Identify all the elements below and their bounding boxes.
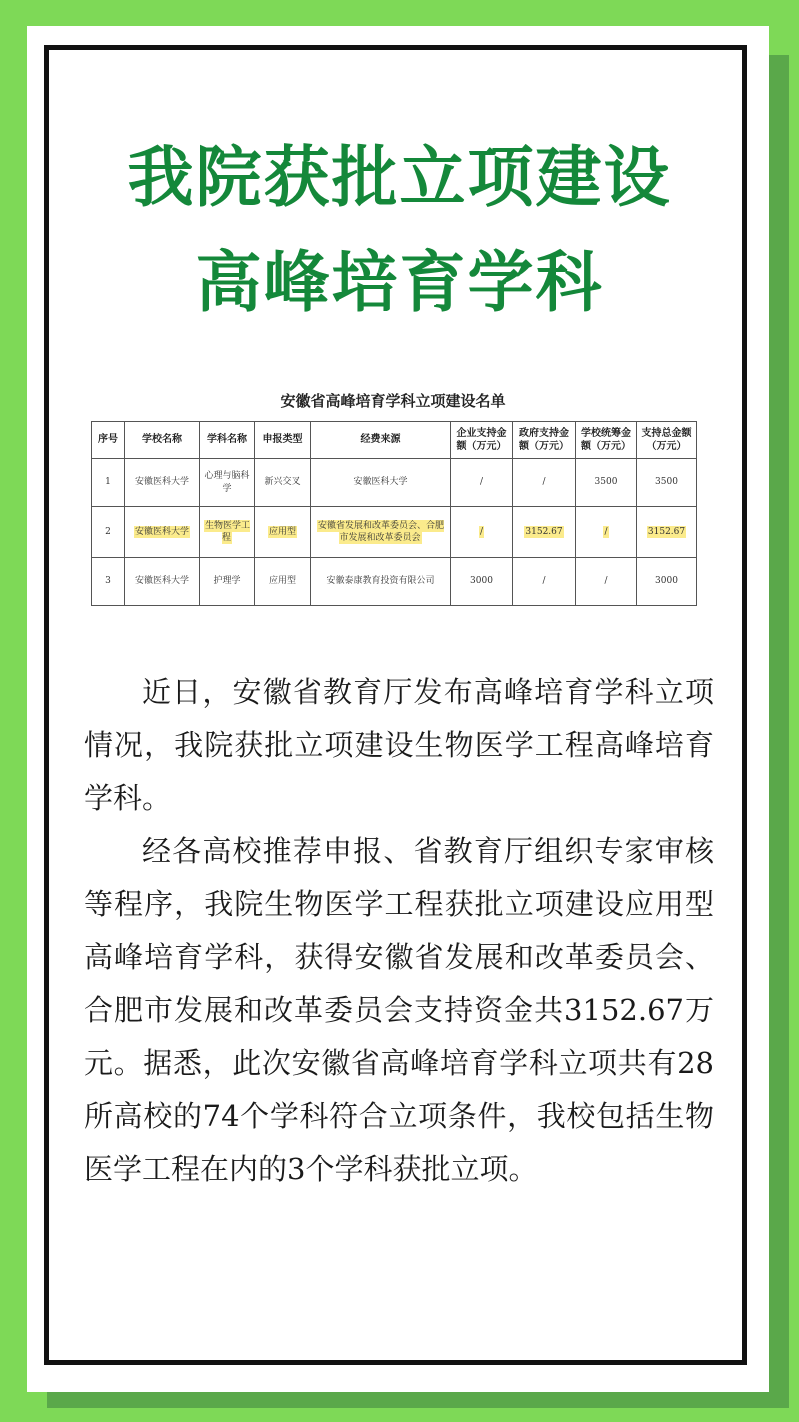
table-cell: /	[513, 459, 576, 507]
table-cell: 应用型	[255, 558, 311, 606]
highlighted-text: 安徽省发展和改革委员会、合肥市发展和改革委员会	[317, 520, 444, 543]
header-cell: 学校统筹金额（万元）	[576, 422, 637, 459]
header-cell: 政府支持金额（万元）	[513, 422, 576, 459]
table-cell-highlighted	[311, 507, 451, 558]
table-cell: 心理与脑科学	[200, 459, 255, 507]
article-paragraph: 近日，安徽省教育厅发布高峰培育学科立项情况，我院获批立项建设生物医学工程高峰培育学科。	[84, 675, 714, 815]
table-cell-highlighted	[637, 507, 697, 558]
highlighted-text: /	[479, 526, 484, 537]
highlighted-text: 3152.67	[647, 526, 686, 537]
table-cell: /	[513, 558, 576, 606]
table-cell-highlighted	[255, 507, 311, 558]
header-cell: 申报类型	[255, 422, 311, 459]
table-row	[92, 558, 697, 606]
discipline-table	[91, 421, 697, 606]
article-paragraph: 经各高校推荐申报、省教育厅组织专家审核等程序，我院生物医学工程获批立项建设应用型高峰培育学科，获得安徽省发展和改革委员会、合肥市发展和改革委员会支持资金共3152.67万元。据悉，此次安徽省高峰培育学科立项共有28所高校的74个学科符合立项条件，我校包括生物医学工程在内的3个学科获批立项。	[84, 834, 714, 1186]
table-cell: /	[576, 558, 637, 606]
table-cell: 安徽医科大学	[125, 558, 200, 606]
table-cell: 3500	[637, 459, 697, 507]
table-cell: 1	[92, 459, 125, 507]
highlighted-text: 生物医学工程	[204, 520, 250, 543]
table-cell-highlighted	[200, 507, 255, 558]
table-cell: 3500	[576, 459, 637, 507]
table-row	[92, 459, 697, 507]
table-cell: /	[451, 459, 513, 507]
table-cell: 3	[92, 558, 125, 606]
table-cell-highlighted	[513, 507, 576, 558]
header-cell: 序号	[92, 422, 125, 459]
table-cell-highlighted	[125, 507, 200, 558]
table-cell-highlighted	[451, 507, 513, 558]
table-cell: 3000	[451, 558, 513, 606]
article-body	[84, 666, 714, 1196]
table-caption: 安徽省高峰培育学科立项建设名单	[280, 392, 506, 410]
headline-line-2: 高峰培育学科	[195, 244, 604, 321]
table-cell: 2	[92, 507, 125, 558]
table-cell: 新兴交叉	[255, 459, 311, 507]
table-cell: 安徽泰康教育投资有限公司	[311, 558, 451, 606]
table-cell: 护理学	[200, 558, 255, 606]
table-cell: 安徽医科大学	[125, 459, 200, 507]
highlighted-text: 3152.67	[525, 526, 563, 537]
header-cell: 企业支持金额（万元）	[451, 422, 513, 459]
table-cell: 3000	[637, 558, 697, 606]
highlighted-text: 应用型	[268, 526, 296, 537]
header-cell: 学科名称	[200, 422, 255, 459]
header-cell: 学校名称	[125, 422, 200, 459]
highlighted-text: 安徽医科大学	[134, 526, 189, 537]
table-cell-highlighted	[576, 507, 637, 558]
table-header-row	[92, 422, 697, 459]
table-row-highlighted	[92, 507, 697, 558]
header-cell: 经费来源	[311, 422, 451, 459]
highlighted-text: /	[604, 526, 608, 537]
table-cell: 安徽医科大学	[311, 459, 451, 507]
headline-line-1: 我院获批立项建设	[127, 139, 672, 216]
header-cell: 支持总金额（万元）	[637, 422, 697, 459]
